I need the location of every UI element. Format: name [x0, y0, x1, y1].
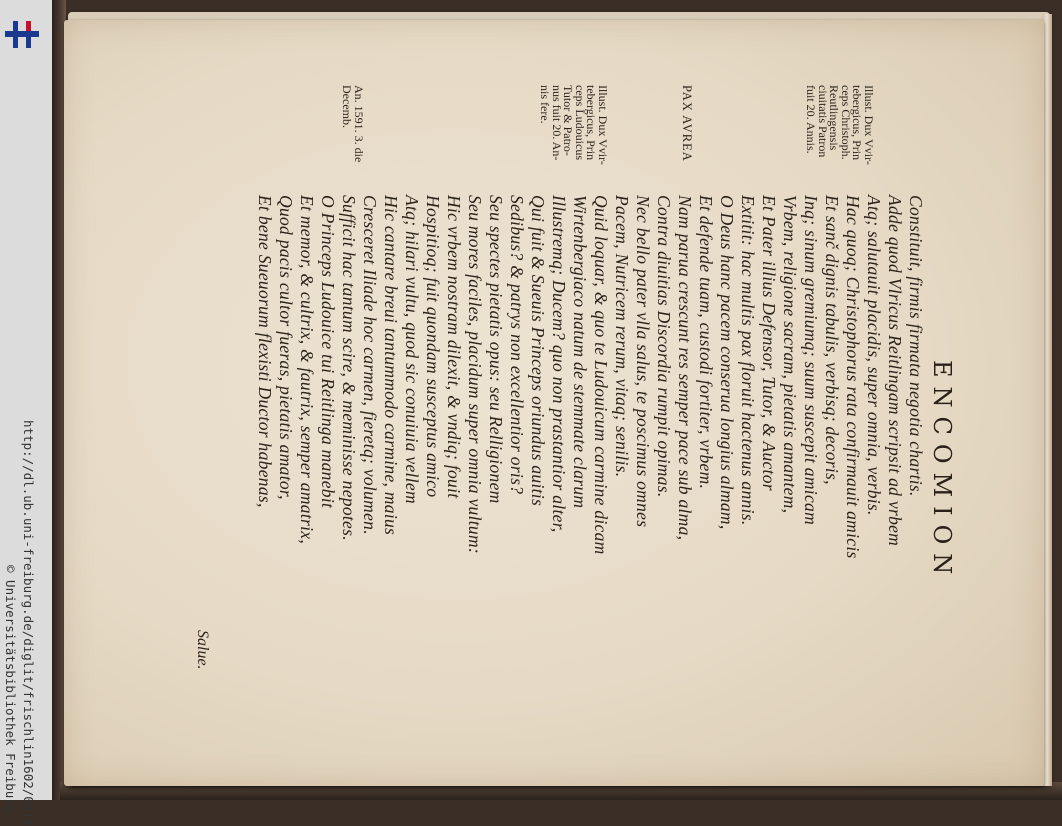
poem-line: O Deus hanc pacem conserua longius almam,: [717, 195, 737, 530]
page-heading: ENCOMION: [928, 360, 956, 584]
poem-line: Hospitioq; fuit quondam susceptus amico: [423, 195, 443, 498]
poem-line: Et memor, & cultrix, & fautrix, semper amatrix,: [297, 195, 317, 544]
poem-line: Nam parua crescunt res semper pace sub alma,: [675, 195, 695, 541]
poem-line: Constituit, firmis firmata negotia chartis.: [906, 195, 926, 497]
poem-line: Cresceret Iliade hoc carmen, fieretq; volumen.: [360, 195, 380, 535]
poem-line: Quid loquar, & quo te Ludouicum carmine dicam: [591, 195, 611, 555]
poem-line: Nec bello pater vlla salus, te poscimus omnes: [633, 195, 653, 528]
source-url[interactable]: http://dl.ub.uni-freiburg.de/diglit/frischlin1602/0014: [21, 420, 36, 826]
poem-line: Hac quoq; Christophorus rata confirmauit amicis: [843, 195, 863, 559]
poem-line: Contra diuitias Discordia rumpit opimas.: [654, 195, 674, 498]
poem-line: Adde quod Vlricus Reitlingam scripsit ad vrbem: [885, 195, 905, 547]
poem-line: Sufficit hac tantum scire, & meminisse nepotes.: [339, 195, 359, 541]
copyright-notice: © Universitätsbibliothek Freiburg: [3, 565, 18, 814]
poem-line: Hic cantare breui tantummodo carmine, maius: [381, 195, 401, 536]
poem-line: Et sanč dignis tabulis, verbisq; decoris,: [822, 195, 842, 485]
poem-line: Seu spectes pietatis opus: seu Relligionem: [486, 195, 506, 504]
poem-line: Illustremq; Ducem? quo non prastantior alter,: [549, 195, 569, 533]
poem-line: Quod pacis cultor fueras, pietatis amator,: [276, 195, 296, 500]
margin-note-ludouicus: Illust. Dux Vvir- tebergicus, Prin ceps Ludouicus Tutor & Patro- nus fuit 20. An- nis fere.: [538, 85, 610, 165]
poem-line: Atq; salutauit placidis, super omnia, verbis.: [864, 195, 884, 516]
poem-line: Pacem, Nutricem rerum, vitaq; senilis.: [612, 195, 632, 478]
university-logo-icon[interactable]: [2, 18, 42, 52]
poem-line: Et bene Sueuorum flexisti Ductor habenas,: [255, 195, 275, 508]
poem-line: Extitit: hac multis pax floruit hactenus annis.: [738, 195, 758, 526]
margin-note-date: An. 1591. 3. die Decemb.: [340, 85, 366, 163]
closing-salue: Salue.: [194, 630, 211, 670]
poem-line: Vrbem, religione sacram, pietatis amantem,: [780, 195, 800, 514]
poem-line: Atq; hilari vultu, quod sic conuiuia vellem: [402, 195, 422, 504]
poem-line: Seu mores faciles, placidum super omnia vultum:: [465, 195, 485, 555]
viewer-sidebar: [0, 0, 53, 826]
poem-line: O Princeps Ludouice tui Reitlinga manebit: [318, 195, 338, 509]
margin-note-christophorus: Illust. Dux Vvir- tebergicus, Prin ceps Christoph. Reutlingensis ciuitatis Patron fuit 20. Annis.: [804, 85, 876, 165]
poem-line: Qui fuit & Sueuis Princeps oriundus auitis: [528, 195, 548, 507]
margin-note-pax-aurea: PAX AVREA: [680, 85, 694, 162]
poem-line: Inq; sinum gremiumq; suum suscepit amicam: [801, 195, 821, 526]
poem-line: Wirtenbergiaco natum de stemmate clarum: [570, 195, 590, 509]
poem-line: Et defende tuam, custodi fortiter, vrbem.: [696, 195, 716, 490]
poem-line: Et Pater illius Defensor, Tutor, & Auctor: [759, 195, 779, 491]
poem-line: Hic vrbem nostram dilexit, & vndiq; fouit: [444, 195, 464, 499]
poem-line: Sedibus? & patrys non excellentior oris?: [507, 195, 527, 495]
